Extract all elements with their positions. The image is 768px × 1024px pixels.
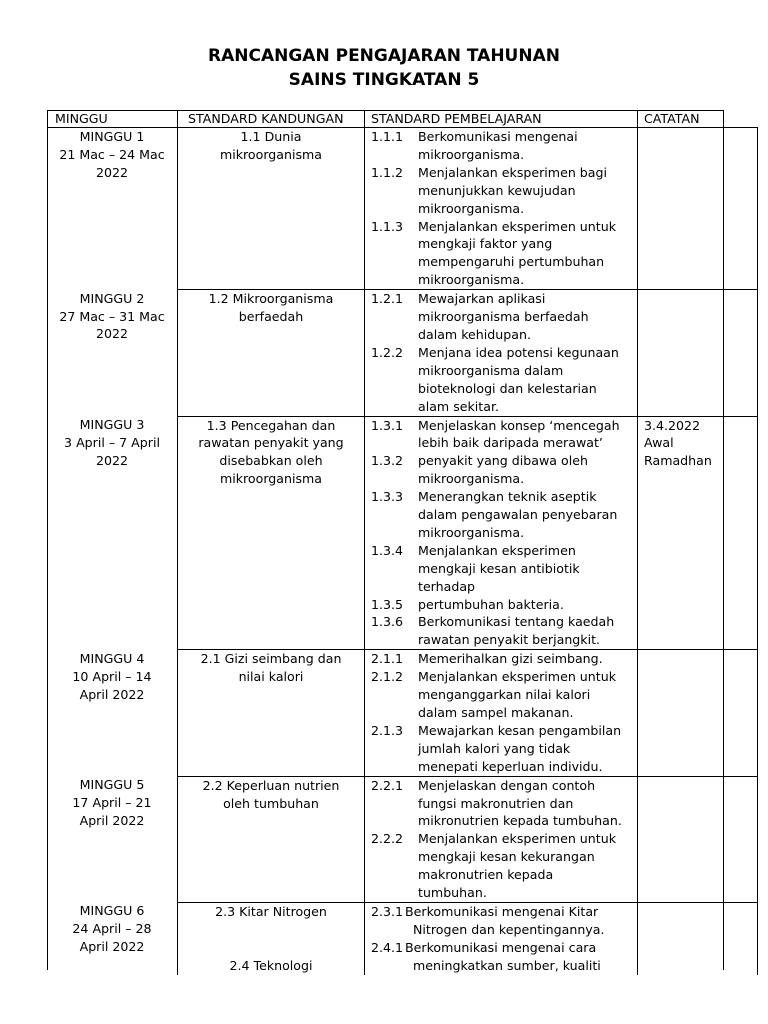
standard-item: [371, 650, 633, 668]
standard-line: Nitrogen dan kepentingannya.: [413, 921, 605, 937]
standard-item: [371, 939, 633, 975]
standard-item: [371, 164, 633, 218]
kandungan-cell: [178, 128, 365, 290]
standard-line: jumlah kalori yang tidak: [418, 740, 571, 756]
standard-text: [418, 218, 633, 290]
standard-line: mikroorganisma.: [418, 200, 525, 216]
standard-number: 1.3.2: [371, 453, 404, 469]
standard-line: pertumbuhan bakteria.: [418, 596, 564, 612]
week-cell: [47, 776, 178, 902]
standard-number: 1.3.1: [371, 417, 404, 433]
standard-line: alam sekitar.: [418, 398, 499, 414]
week-line: 27 Mac – 31 Mac: [59, 308, 165, 324]
kandungan-line: mikroorganisma: [219, 471, 323, 487]
standard-number: 1.2.1: [371, 291, 404, 307]
standard-line: Berkomunikasi mengenai Kitar: [405, 903, 599, 919]
standard-number: 2.2.2: [371, 831, 404, 847]
standard-number: 1.3.4: [371, 542, 404, 558]
week-line: MINGGU 6: [79, 903, 145, 919]
week-line: 3 April – 7 April: [64, 434, 160, 450]
catatan-cell: [638, 776, 758, 902]
kandungan-line: 2.3 Kitar Nitrogen: [215, 903, 327, 919]
kandungan-line: 2.4 Teknologi: [229, 957, 313, 973]
standard-line: makronutrien kepada: [418, 867, 554, 883]
week-cell: [47, 650, 178, 776]
standard-item: [371, 596, 633, 614]
standard-text: [418, 613, 633, 649]
week-line: 21 Mac – 24 Mac: [59, 146, 165, 162]
standard-number: 2.3.1: [371, 903, 404, 919]
pembelajaran-cell: [365, 290, 638, 416]
week-line: 24 April – 28: [72, 921, 152, 937]
standard-line: Berkomunikasi mengenai: [418, 129, 578, 144]
standard-item: [371, 218, 633, 290]
standard-line: menepati keperluan individu.: [418, 758, 603, 774]
standard-line: mikronutrien kepada tumbuhan.: [418, 813, 622, 829]
standard-item: [371, 903, 633, 939]
standard-line: Memerihalkan gizi seimbang.: [418, 651, 603, 667]
lesson-plan-table: [47, 110, 758, 975]
catatan-line: Ramadhan: [644, 453, 712, 469]
standard-line: Menjalankan eksperimen bagi: [418, 164, 608, 180]
kandungan-line: 1.3 Pencegahan dan: [206, 417, 336, 433]
standard-item: [371, 417, 633, 453]
spacer: [178, 921, 364, 957]
standard-line: Menjalankan eksperimen untuk: [418, 218, 616, 234]
standard-number: 1.1.1: [371, 129, 404, 144]
kandungan-line: berfaedah: [238, 309, 304, 325]
week-cell: [47, 416, 178, 650]
standard-item: [371, 344, 633, 416]
standard-item: [371, 613, 633, 649]
page-subtitle: SAINS TINGKATAN 5: [288, 70, 480, 90]
standard-line: mengkaji kesan kekurangan: [418, 849, 595, 865]
header-catatan: CATATAN: [638, 110, 758, 128]
kandungan-line: nilai kalori: [238, 669, 304, 685]
standard-line: Menjelaskan dengan contoh: [418, 777, 596, 793]
catatan-cell: [638, 290, 758, 416]
week-line: MINGGU 2: [79, 290, 145, 306]
standard-line: meningkatkan sumber, kualiti: [413, 957, 601, 973]
standard-line: mempengaruhi pertumbuhan: [418, 254, 605, 270]
week-line: MINGGU 1: [79, 129, 145, 144]
standard-text: [418, 722, 633, 776]
standard-text: [418, 488, 633, 542]
standard-line: mengkaji faktor yang: [418, 236, 553, 252]
standard-line: dalam pengawalan penyebaran: [418, 507, 618, 523]
standard-line: fungsi makronutrien dan: [418, 795, 574, 811]
standard-item: [371, 488, 633, 542]
standard-text: [418, 596, 633, 614]
pembelajaran-cell: [365, 128, 638, 290]
standard-line: Mewajarkan aplikasi: [418, 291, 546, 307]
standard-line: Menjana idea potensi kegunaan: [418, 344, 619, 360]
week-line: 2022: [95, 452, 129, 468]
kandungan-line: rawatan penyakit yang: [198, 435, 344, 451]
week-line: MINGGU 3: [79, 417, 145, 432]
standard-text: [418, 542, 633, 596]
standard-number: 1.3.3: [371, 489, 404, 505]
standard-line: mikroorganisma berfaedah: [418, 309, 589, 325]
standard-number: 2.1.1: [371, 651, 404, 667]
standard-text: [418, 777, 633, 831]
kandungan-line: 2.2 Keperluan nutrien: [202, 777, 340, 793]
week-line: April 2022: [79, 939, 145, 955]
standard-number: 1.3.5: [371, 596, 404, 612]
standard-text: [418, 830, 633, 902]
standard-line: mikroorganisma.: [418, 471, 525, 487]
standard-text: [418, 650, 633, 668]
pembelajaran-cell: [365, 902, 638, 974]
standard-number: 1.1.2: [371, 164, 404, 180]
standard-item: [371, 542, 633, 596]
standard-item: [371, 722, 633, 776]
standard-line: menunjukkan kewujudan: [418, 182, 576, 198]
standard-number: 2.1.2: [371, 669, 404, 685]
standard-number: 2.4.1: [371, 939, 404, 955]
week-line: April 2022: [79, 686, 145, 702]
pembelajaran-cell: [365, 416, 638, 650]
standard-number: 1.2.2: [371, 344, 404, 360]
standard-text: [405, 939, 633, 975]
week-line: MINGGU 4: [79, 650, 145, 666]
standard-line: mikroorganisma.: [418, 272, 525, 288]
week-line: April 2022: [79, 812, 145, 828]
standard-line: Menerangkan teknik aseptik: [418, 489, 597, 505]
table-row: [47, 290, 757, 416]
standard-item: [371, 290, 633, 344]
week-line: MINGGU 5: [79, 777, 145, 793]
standard-line: tumbuhan.: [418, 885, 487, 901]
catatan-cell: [638, 416, 758, 650]
catatan-cell: [638, 902, 758, 974]
kandungan-line: 2.1 Gizi seimbang dan: [200, 651, 342, 667]
kandungan-line: disebabkan oleh: [219, 453, 323, 469]
kandungan-cell: [178, 902, 365, 974]
standard-text: [418, 668, 633, 722]
week-cell: [47, 128, 178, 290]
table-row: [47, 128, 757, 290]
standard-line: mikroorganisma.: [418, 524, 525, 540]
week-line: 2022: [95, 164, 129, 180]
standard-item: [371, 830, 633, 902]
standard-line: Menjelaskan konsep ‘mencegah: [418, 417, 620, 433]
table-row: [47, 416, 757, 650]
standard-line: dalam kehidupan.: [418, 326, 531, 342]
table-row: [47, 650, 757, 776]
standard-line: Menjalankan eksperimen untuk: [418, 831, 616, 847]
standard-line: rawatan penyakit berjangkit.: [418, 632, 601, 648]
standard-line: bioteknologi dan kelestarian: [418, 380, 597, 396]
standard-line: mikroorganisma dalam: [418, 362, 564, 378]
header-minggu: MINGGU: [47, 110, 178, 128]
standard-number: 1.3.6: [371, 614, 404, 630]
table-row: [47, 776, 757, 902]
kandungan-line: 1.1 Dunia: [240, 129, 302, 144]
kandungan-cell: [178, 290, 365, 416]
standard-text: [418, 417, 633, 453]
pembelajaran-cell: [365, 650, 638, 776]
standard-line: menganggarkan nilai kalori: [418, 687, 591, 703]
kandungan-cell: [178, 650, 365, 776]
standard-line: Menjalankan eksperimen: [418, 542, 576, 558]
standard-number: 2.1.3: [371, 722, 404, 738]
kandungan-cell: [178, 416, 365, 650]
standard-text: [418, 452, 633, 488]
week-cell: [47, 290, 178, 416]
standard-number: 1.1.3: [371, 218, 404, 234]
table-row: [47, 902, 757, 974]
standard-item: [371, 128, 633, 164]
week-line: 17 April – 21: [72, 795, 152, 811]
standard-line: Berkomunikasi mengenai cara: [405, 939, 597, 955]
standard-line: terhadap: [418, 578, 476, 594]
pembelajaran-cell: [365, 776, 638, 902]
standard-text: [418, 128, 633, 164]
standard-line: lebih baik daripada merawat’: [418, 435, 603, 451]
standard-line: penyakit yang dibawa oleh: [418, 453, 588, 469]
standard-line: Berkomunikasi tentang kaedah: [418, 614, 615, 630]
header-standard-pembelajaran: STANDARD PEMBELAJARAN: [365, 110, 638, 128]
standard-text: [418, 290, 633, 344]
standard-text: [418, 164, 633, 218]
week-cell: [47, 902, 178, 974]
standard-number: 2.2.1: [371, 777, 404, 793]
standard-text: [418, 344, 633, 416]
kandungan-line: mikroorganisma: [219, 146, 323, 162]
standard-line: Mewajarkan kesan pengambilan: [418, 722, 622, 738]
table-header-row: [47, 110, 757, 128]
standard-line: dalam sampel makanan.: [418, 705, 574, 720]
kandungan-line: 1.2 Mikroorganisma: [208, 291, 334, 307]
standard-text: [405, 903, 633, 939]
week-line: 10 April – 14: [72, 668, 152, 684]
catatan-line: 3.4.2022: [644, 417, 701, 433]
catatan-cell: [638, 650, 758, 776]
standard-line: mengkaji kesan antibiotik: [418, 560, 580, 576]
standard-item: [371, 668, 633, 722]
standard-line: Menjalankan eksperimen untuk: [418, 669, 616, 685]
standard-item: [371, 777, 633, 831]
header-standard-kandungan: STANDARD KANDUNGAN: [178, 110, 365, 128]
kandungan-line: oleh tumbuhan: [223, 795, 319, 811]
catatan-line: Awal: [644, 435, 674, 451]
kandungan-cell: [178, 776, 365, 902]
page-title: RANCANGAN PENGAJARAN TAHUNAN: [208, 46, 560, 66]
catatan-cell: [638, 128, 758, 290]
standard-line: mikroorganisma.: [418, 146, 525, 162]
standard-item: [371, 452, 633, 488]
week-line: 2022: [95, 326, 129, 342]
